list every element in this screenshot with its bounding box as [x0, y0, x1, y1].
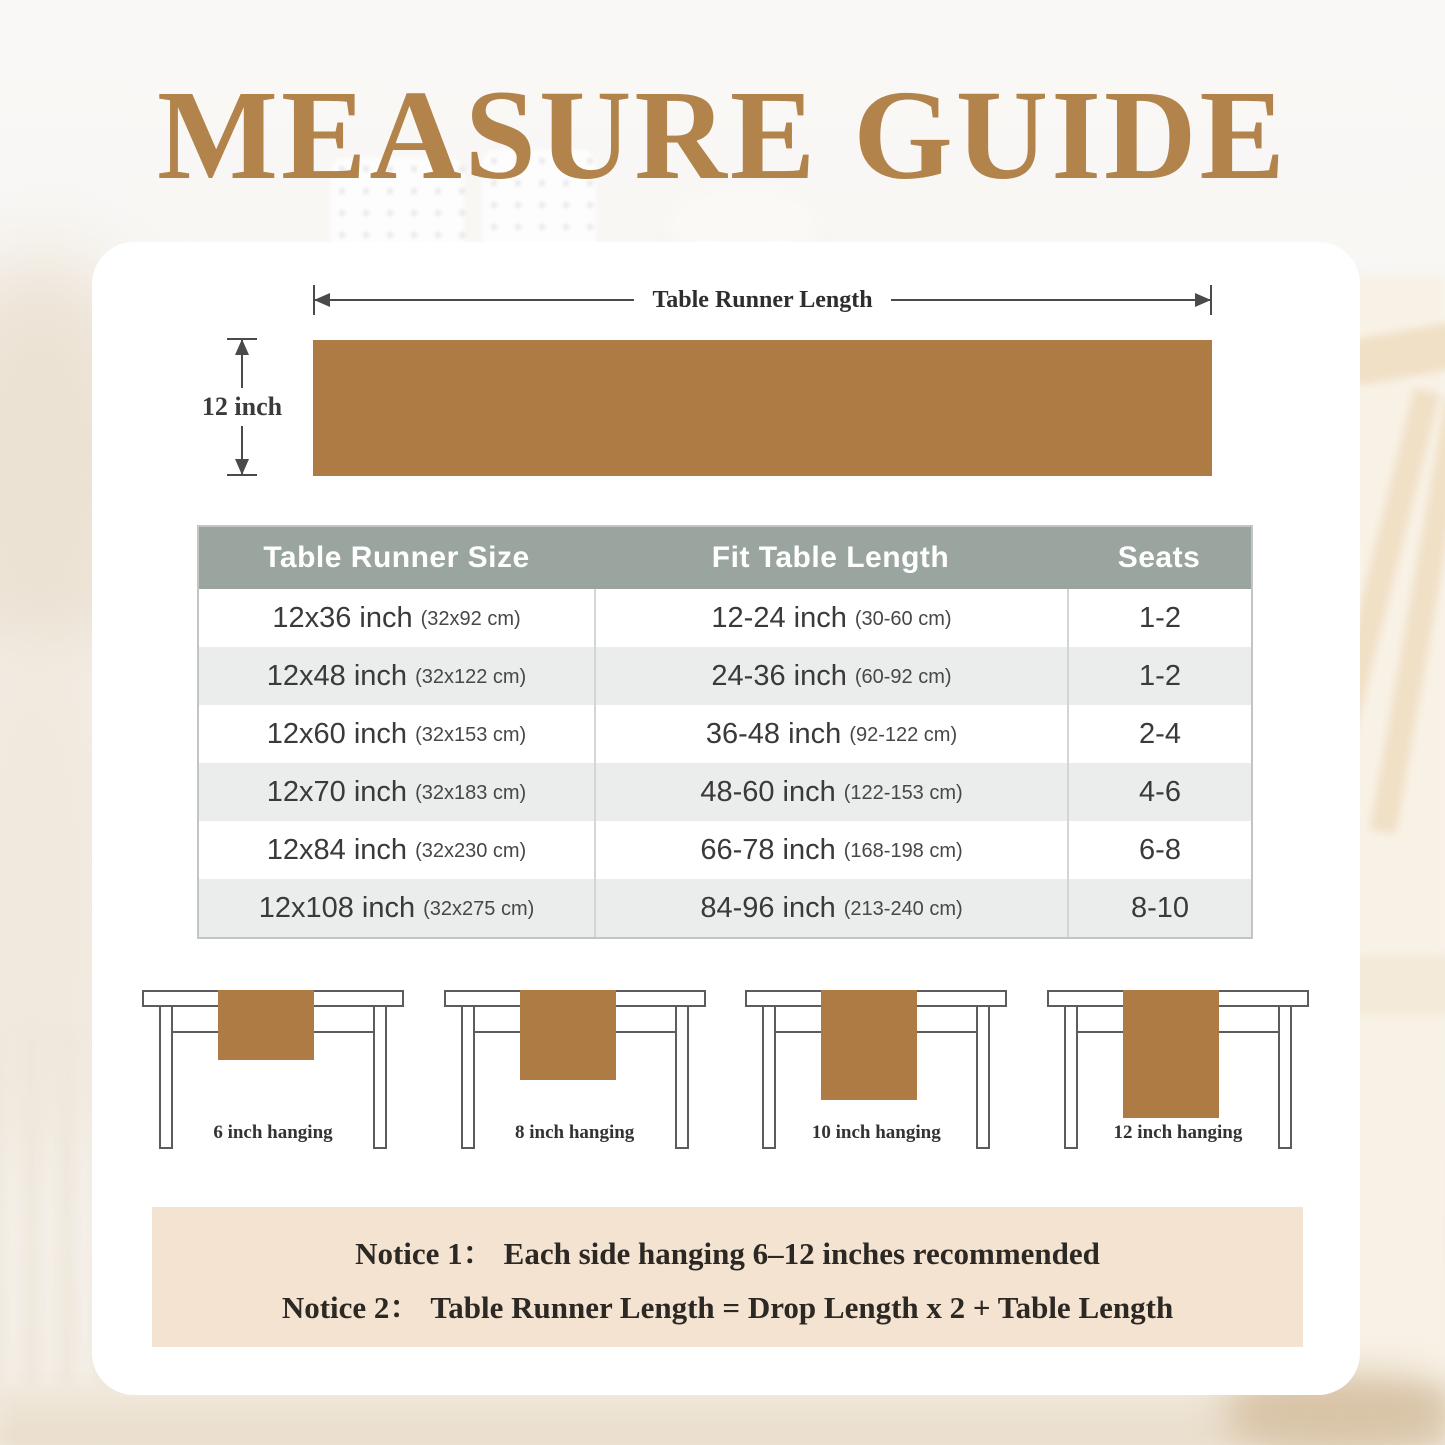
column-header-fit-length: Fit Table Length	[711, 541, 950, 574]
hanging-examples	[142, 990, 1309, 1172]
background-right-chair	[1356, 275, 1445, 1445]
notice-2	[282, 1282, 1173, 1327]
fit-length-cm: (92-122 cm)	[849, 724, 958, 746]
runner-size-value: 12x60 inch	[266, 717, 408, 750]
fit-length-cm: (60-92 cm)	[854, 666, 952, 688]
runner-drape	[1123, 990, 1219, 1118]
seats-value: 4-6	[1139, 775, 1181, 808]
runner-drape	[218, 990, 314, 1060]
table-row	[199, 705, 1251, 763]
length-dimension-arrow	[313, 284, 1212, 316]
table-runner-swatch	[313, 340, 1212, 476]
table-row	[199, 647, 1251, 705]
runner-size-value: 12x84 inch	[266, 833, 408, 866]
chair-rail-shape	[1347, 320, 1445, 386]
fit-length-value: 36-48 inch	[705, 717, 842, 750]
width-dimension-arrow	[186, 338, 298, 476]
fit-length-value: 66-78 inch	[700, 833, 836, 866]
fit-length-value: 84-96 inch	[700, 891, 836, 924]
runner-size-value: 12x70 inch	[266, 775, 408, 808]
runner-size-value: 12x48 inch	[266, 659, 408, 692]
width-dimension-label: 12 inch	[201, 392, 283, 421]
fit-length-cm: (122-153 cm)	[843, 782, 963, 804]
hanging-label: 12 inch hanging	[1113, 1122, 1243, 1143]
arrow-line-right	[891, 299, 1210, 301]
table-illustration-6-inch	[142, 990, 404, 1172]
notice-box	[152, 1207, 1303, 1347]
runner-size-cm: (32x183 cm)	[415, 782, 527, 804]
notice-2-label: Notice 2：	[281, 1289, 421, 1325]
runner-size-value: 12x108 inch	[258, 891, 416, 924]
table-row	[199, 589, 1251, 647]
runner-size-value: 12x36 inch	[272, 601, 413, 634]
notice-1-text: Each side hanging 6–12 inches recommended	[503, 1235, 1100, 1271]
runner-size-cm: (32x122 cm)	[415, 666, 527, 688]
seats-value: 8-10	[1130, 891, 1190, 924]
notice-2-text: Table Runner Length = Drop Length x 2 + Table Length	[430, 1289, 1174, 1325]
seats-value: 1-2	[1139, 659, 1181, 692]
runner-size-cm: (32x275 cm)	[423, 898, 535, 920]
length-dimension-label: Table Runner Length	[652, 286, 873, 313]
size-table	[197, 525, 1253, 939]
table-illustration-12-inch	[1047, 990, 1309, 1172]
chair-seat-shape	[1348, 955, 1445, 1015]
seats-value: 2-4	[1139, 717, 1181, 750]
runner-drape	[520, 990, 616, 1080]
runner-size-cm: (32x92 cm)	[420, 608, 521, 630]
arrow-line-down	[241, 426, 243, 474]
hanging-label: 10 inch hanging	[811, 1122, 941, 1143]
size-table-header	[199, 527, 1251, 589]
arrow-line-left	[315, 299, 634, 301]
table-row	[199, 879, 1251, 937]
fit-length-value: 48-60 inch	[700, 775, 836, 808]
notice-1-label: Notice 1：	[355, 1235, 494, 1271]
fit-length-cm: (168-198 cm)	[843, 840, 963, 862]
seats-value: 1-2	[1139, 601, 1181, 634]
arrow-line-up	[241, 340, 243, 388]
table-row	[199, 821, 1251, 879]
fit-length-cm: (30-60 cm)	[854, 608, 952, 630]
page-title: MEASURE GUIDE	[157, 64, 1288, 206]
fit-length-value: 24-36 inch	[711, 659, 847, 692]
column-header-runner-size: Table Runner Size	[263, 541, 530, 574]
seats-value: 6-8	[1139, 833, 1181, 866]
table-illustration-8-inch	[444, 990, 706, 1172]
table-illustration-10-inch	[745, 990, 1007, 1172]
notice-1	[355, 1228, 1100, 1273]
table-row	[199, 763, 1251, 821]
runner-size-cm: (32x230 cm)	[415, 840, 527, 862]
runner-size-cm: (32x153 cm)	[415, 724, 527, 746]
hanging-label: 8 inch hanging	[514, 1122, 635, 1143]
hanging-label: 6 inch hanging	[213, 1122, 333, 1143]
fit-length-cm: (213-240 cm)	[843, 898, 963, 920]
content-card	[92, 242, 1360, 1395]
runner-drape	[821, 990, 917, 1100]
column-header-seats: Seats	[1117, 541, 1201, 574]
fit-length-value: 12-24 inch	[711, 601, 847, 634]
